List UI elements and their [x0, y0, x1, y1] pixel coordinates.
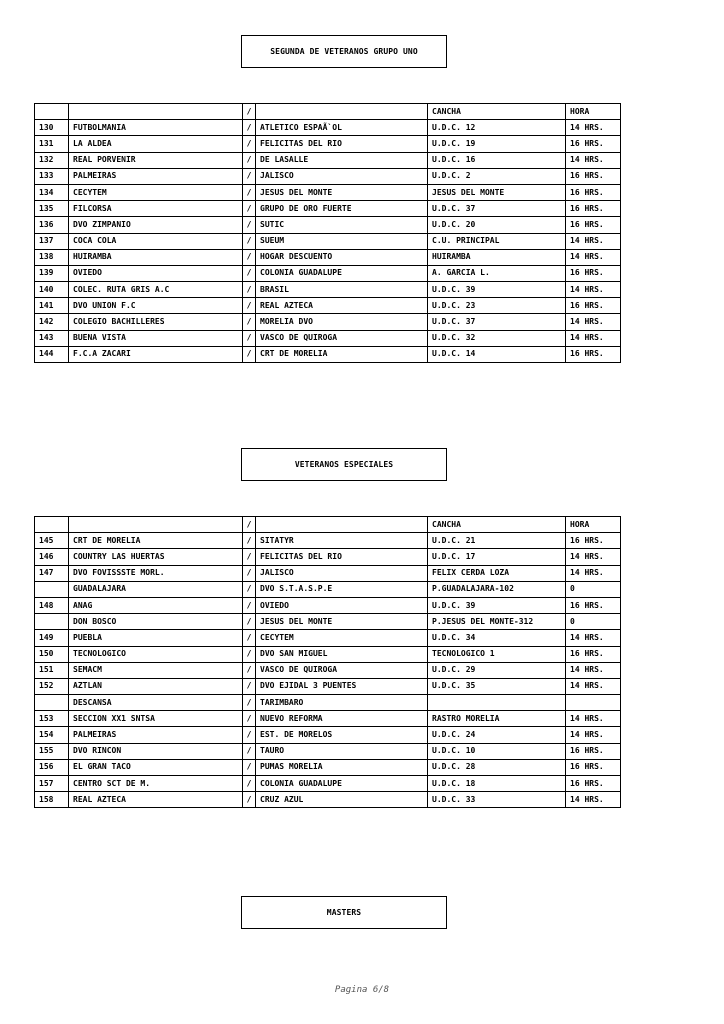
section-title: SEGUNDA DE VETERANOS GRUPO UNO: [270, 47, 418, 56]
table-row: [35, 776, 621, 792]
match-number-cell: 137: [35, 233, 69, 249]
table-row: [35, 711, 621, 727]
time-cell: 16 HRS.: [566, 201, 621, 217]
table-row: [35, 630, 621, 646]
home-team-cell: DON BOSCO: [69, 614, 243, 630]
field-cell: TECNOLOGICO 1: [428, 646, 566, 662]
time-cell: 14 HRS.: [566, 711, 621, 727]
field-cell: CANCHA: [428, 517, 566, 533]
time-cell: 14 HRS.: [566, 727, 621, 743]
table-row: [35, 792, 621, 808]
table-row: [35, 646, 621, 662]
away-team-cell: PUMAS MORELIA: [256, 759, 428, 775]
table-row: [35, 614, 621, 630]
away-team-cell: DVO SAN MIGUEL: [256, 646, 428, 662]
field-cell: FELIX CERDA LOZA: [428, 565, 566, 581]
table-row: [35, 346, 621, 362]
vs-separator-cell: /: [243, 662, 256, 678]
time-cell: 14 HRS.: [566, 662, 621, 678]
home-team-cell: FILCORSA: [69, 201, 243, 217]
home-team-cell: PALMEIRAS: [69, 168, 243, 184]
vs-separator-cell: /: [243, 792, 256, 808]
field-cell: U.D.C. 29: [428, 662, 566, 678]
home-team-cell: [69, 517, 243, 533]
time-cell: 14 HRS.: [566, 282, 621, 298]
home-team-cell: F.C.A ZACARI: [69, 346, 243, 362]
match-number-cell: 151: [35, 662, 69, 678]
home-team-cell: CENTRO SCT DE M.: [69, 776, 243, 792]
field-cell: P.GUADALAJARA-102: [428, 581, 566, 597]
table-row: [35, 233, 621, 249]
away-team-cell: DVO EJIDAL 3 PUENTES: [256, 678, 428, 694]
table-header-row: [35, 104, 621, 120]
home-team-cell: PUEBLA: [69, 630, 243, 646]
table-row: [35, 759, 621, 775]
time-cell: 16 HRS.: [566, 184, 621, 200]
home-team-cell: HUIRAMBA: [69, 249, 243, 265]
match-number-cell: 145: [35, 533, 69, 549]
away-team-cell: SUTIC: [256, 217, 428, 233]
vs-separator-cell: /: [243, 314, 256, 330]
table-row: [35, 549, 621, 565]
away-team-cell: CRUZ AZUL: [256, 792, 428, 808]
home-team-cell: REAL PORVENIR: [69, 152, 243, 168]
home-team-cell: SEMACM: [69, 662, 243, 678]
table-row: [35, 282, 621, 298]
match-number-cell: 155: [35, 743, 69, 759]
match-number-cell: 149: [35, 630, 69, 646]
home-team-cell: DVO FOVISSSTE MORL.: [69, 565, 243, 581]
vs-separator-cell: /: [243, 597, 256, 613]
vs-separator-cell: /: [243, 727, 256, 743]
home-team-cell: SECCION XX1 SNTSA: [69, 711, 243, 727]
vs-separator-cell: /: [243, 517, 256, 533]
match-number-cell: 133: [35, 168, 69, 184]
field-cell: JESUS DEL MONTE: [428, 184, 566, 200]
table-row: [35, 120, 621, 136]
time-cell: 16 HRS.: [566, 759, 621, 775]
match-number-cell: 138: [35, 249, 69, 265]
vs-separator-cell: /: [243, 265, 256, 281]
home-team-cell: DESCANSA: [69, 695, 243, 711]
time-cell: 14 HRS.: [566, 565, 621, 581]
field-cell: C.U. PRINCIPAL: [428, 233, 566, 249]
table-row: [35, 298, 621, 314]
match-number-cell: 134: [35, 184, 69, 200]
match-number-cell: 139: [35, 265, 69, 281]
away-team-cell: COLONIA GUADALUPE: [256, 265, 428, 281]
field-cell: U.D.C. 37: [428, 314, 566, 330]
vs-separator-cell: /: [243, 533, 256, 549]
match-number-cell: 156: [35, 759, 69, 775]
time-cell: 16 HRS.: [566, 597, 621, 613]
field-cell: HUIRAMBA: [428, 249, 566, 265]
home-team-cell: COCA COLA: [69, 233, 243, 249]
field-cell: U.D.C. 35: [428, 678, 566, 694]
match-number-cell: 141: [35, 298, 69, 314]
vs-separator-cell: /: [243, 711, 256, 727]
table-row: [35, 249, 621, 265]
match-number-cell: 157: [35, 776, 69, 792]
field-cell: U.D.C. 2: [428, 168, 566, 184]
time-cell: 14 HRS.: [566, 120, 621, 136]
table-row: [35, 727, 621, 743]
fixtures-table: [34, 103, 621, 363]
table-row: [35, 217, 621, 233]
away-team-cell: NUEVO REFORMA: [256, 711, 428, 727]
time-cell: 14 HRS.: [566, 630, 621, 646]
vs-separator-cell: /: [243, 168, 256, 184]
field-cell: U.D.C. 20: [428, 217, 566, 233]
vs-separator-cell: /: [243, 346, 256, 362]
section-title-box: [241, 448, 447, 481]
vs-separator-cell: /: [243, 646, 256, 662]
field-cell: U.D.C. 12: [428, 120, 566, 136]
away-team-cell: DE LASALLE: [256, 152, 428, 168]
away-team-cell: VASCO DE QUIROGA: [256, 662, 428, 678]
time-cell: 16 HRS.: [566, 533, 621, 549]
vs-separator-cell: /: [243, 233, 256, 249]
field-cell: U.D.C. 24: [428, 727, 566, 743]
vs-separator-cell: /: [243, 743, 256, 759]
away-team-cell: CRT DE MORELIA: [256, 346, 428, 362]
match-number-cell: [35, 104, 69, 120]
vs-separator-cell: /: [243, 776, 256, 792]
time-cell: 16 HRS.: [566, 298, 621, 314]
field-cell: U.D.C. 34: [428, 630, 566, 646]
vs-separator-cell: /: [243, 330, 256, 346]
match-number-cell: 146: [35, 549, 69, 565]
away-team-cell: ATLETICO ESPAÃ`OL: [256, 120, 428, 136]
field-cell: U.D.C. 33: [428, 792, 566, 808]
vs-separator-cell: /: [243, 549, 256, 565]
match-number-cell: 153: [35, 711, 69, 727]
time-cell: 16 HRS.: [566, 136, 621, 152]
vs-separator-cell: /: [243, 298, 256, 314]
section-title: VETERANOS ESPECIALES: [294, 460, 394, 469]
home-team-cell: CRT DE MORELIA: [69, 533, 243, 549]
vs-separator-cell: /: [243, 120, 256, 136]
home-team-cell: DVO UNION F.C: [69, 298, 243, 314]
match-number-cell: 144: [35, 346, 69, 362]
time-cell: 14 HRS.: [566, 330, 621, 346]
home-team-cell: COLEGIO BACHILLERES: [69, 314, 243, 330]
section-title: MASTERS: [326, 908, 362, 917]
field-cell: CANCHA: [428, 104, 566, 120]
field-cell: [428, 695, 566, 711]
table-row: [35, 136, 621, 152]
table-row: [35, 581, 621, 597]
match-number-cell: 143: [35, 330, 69, 346]
home-team-cell: FUTBOLMANIA: [69, 120, 243, 136]
away-team-cell: SITATYR: [256, 533, 428, 549]
table-row: [35, 265, 621, 281]
vs-separator-cell: /: [243, 136, 256, 152]
vs-separator-cell: /: [243, 104, 256, 120]
table-row: [35, 201, 621, 217]
vs-separator-cell: /: [243, 201, 256, 217]
field-cell: A. GARCIA L.: [428, 265, 566, 281]
table-row: [35, 678, 621, 694]
home-team-cell: OVIEDO: [69, 265, 243, 281]
match-number-cell: 140: [35, 282, 69, 298]
time-cell: 14 HRS.: [566, 233, 621, 249]
home-team-cell: BUENA VISTA: [69, 330, 243, 346]
home-team-cell: COLEC. RUTA GRIS A.C: [69, 282, 243, 298]
away-team-cell: TAURO: [256, 743, 428, 759]
table-row: [35, 314, 621, 330]
field-cell: U.D.C. 19: [428, 136, 566, 152]
away-team-cell: MORELIA DVO: [256, 314, 428, 330]
away-team-cell: BRASIL: [256, 282, 428, 298]
field-cell: U.D.C. 16: [428, 152, 566, 168]
home-team-cell: LA ALDEA: [69, 136, 243, 152]
match-number-cell: 135: [35, 201, 69, 217]
home-team-cell: DVO RINCON: [69, 743, 243, 759]
away-team-cell: GRUPO DE ORO FUERTE: [256, 201, 428, 217]
home-team-cell: GUADALAJARA: [69, 581, 243, 597]
away-team-cell: FELICITAS DEL RIO: [256, 136, 428, 152]
fixtures-table: [34, 516, 621, 808]
field-cell: U.D.C. 17: [428, 549, 566, 565]
match-number-cell: 158: [35, 792, 69, 808]
time-cell: 16 HRS.: [566, 646, 621, 662]
match-number-cell: 154: [35, 727, 69, 743]
field-cell: U.D.C. 18: [428, 776, 566, 792]
table-header-row: [35, 517, 621, 533]
away-team-cell: DVO S.T.A.S.P.E: [256, 581, 428, 597]
away-team-cell: SUEUM: [256, 233, 428, 249]
vs-separator-cell: /: [243, 565, 256, 581]
table-row: [35, 168, 621, 184]
match-number-cell: 148: [35, 597, 69, 613]
match-number-cell: 132: [35, 152, 69, 168]
match-number-cell: 152: [35, 678, 69, 694]
vs-separator-cell: /: [243, 217, 256, 233]
time-cell: 16 HRS.: [566, 743, 621, 759]
table-row: [35, 743, 621, 759]
home-team-cell: TECNOLOGICO: [69, 646, 243, 662]
away-team-cell: COLONIA GUADALUPE: [256, 776, 428, 792]
field-cell: U.D.C. 37: [428, 201, 566, 217]
vs-separator-cell: /: [243, 678, 256, 694]
time-cell: 16 HRS.: [566, 346, 621, 362]
table-row: [35, 330, 621, 346]
field-cell: U.D.C. 32: [428, 330, 566, 346]
home-team-cell: COUNTRY LAS HUERTAS: [69, 549, 243, 565]
away-team-cell: REAL AZTECA: [256, 298, 428, 314]
time-cell: HORA: [566, 104, 621, 120]
away-team-cell: [256, 104, 428, 120]
away-team-cell: FELICITAS DEL RIO: [256, 549, 428, 565]
match-number-cell: 136: [35, 217, 69, 233]
home-team-cell: PALMEIRAS: [69, 727, 243, 743]
field-cell: P.JESUS DEL MONTE-312: [428, 614, 566, 630]
table-row: [35, 662, 621, 678]
home-team-cell: EL GRAN TACO: [69, 759, 243, 775]
match-number-cell: 147: [35, 565, 69, 581]
match-number-cell: [35, 517, 69, 533]
vs-separator-cell: /: [243, 581, 256, 597]
time-cell: HORA: [566, 517, 621, 533]
time-cell: 14 HRS.: [566, 314, 621, 330]
home-team-cell: ANAG: [69, 597, 243, 613]
away-team-cell: OVIEDO: [256, 597, 428, 613]
match-number-cell: [35, 695, 69, 711]
time-cell: 16 HRS.: [566, 776, 621, 792]
field-cell: U.D.C. 39: [428, 282, 566, 298]
match-number-cell: [35, 614, 69, 630]
table-row: [35, 695, 621, 711]
away-team-cell: JALISCO: [256, 168, 428, 184]
table-row: [35, 565, 621, 581]
away-team-cell: JALISCO: [256, 565, 428, 581]
page-number: Pagina 6/8: [334, 985, 390, 995]
section-title-box: [241, 896, 447, 929]
match-number-cell: 150: [35, 646, 69, 662]
vs-separator-cell: /: [243, 184, 256, 200]
away-team-cell: [256, 517, 428, 533]
table-row: [35, 184, 621, 200]
away-team-cell: EST. DE MORELOS: [256, 727, 428, 743]
time-cell: 16 HRS.: [566, 265, 621, 281]
home-team-cell: [69, 104, 243, 120]
away-team-cell: JESUS DEL MONTE: [256, 184, 428, 200]
field-cell: U.D.C. 23: [428, 298, 566, 314]
time-cell: 14 HRS.: [566, 249, 621, 265]
time-cell: 14 HRS.: [566, 792, 621, 808]
vs-separator-cell: /: [243, 614, 256, 630]
away-team-cell: VASCO DE QUIROGA: [256, 330, 428, 346]
table-row: [35, 152, 621, 168]
away-team-cell: TARIMBARO: [256, 695, 428, 711]
vs-separator-cell: /: [243, 249, 256, 265]
field-cell: U.D.C. 21: [428, 533, 566, 549]
time-cell: 0: [566, 581, 621, 597]
field-cell: U.D.C. 39: [428, 597, 566, 613]
time-cell: 0: [566, 614, 621, 630]
home-team-cell: REAL AZTECA: [69, 792, 243, 808]
table-row: [35, 597, 621, 613]
home-team-cell: DVO ZIMPANIO: [69, 217, 243, 233]
match-number-cell: [35, 581, 69, 597]
field-cell: U.D.C. 10: [428, 743, 566, 759]
vs-separator-cell: /: [243, 152, 256, 168]
away-team-cell: HOGAR DESCUENTO: [256, 249, 428, 265]
time-cell: 14 HRS.: [566, 678, 621, 694]
away-team-cell: CECYTEM: [256, 630, 428, 646]
home-team-cell: CECYTEM: [69, 184, 243, 200]
match-number-cell: 131: [35, 136, 69, 152]
match-number-cell: 142: [35, 314, 69, 330]
field-cell: RASTRO MORELIA: [428, 711, 566, 727]
time-cell: 16 HRS.: [566, 217, 621, 233]
table-row: [35, 533, 621, 549]
match-number-cell: 130: [35, 120, 69, 136]
time-cell: 14 HRS.: [566, 549, 621, 565]
away-team-cell: JESUS DEL MONTE: [256, 614, 428, 630]
vs-separator-cell: /: [243, 759, 256, 775]
vs-separator-cell: /: [243, 630, 256, 646]
time-cell: 14 HRS.: [566, 152, 621, 168]
section-title-box: [241, 35, 447, 68]
field-cell: U.D.C. 28: [428, 759, 566, 775]
vs-separator-cell: /: [243, 282, 256, 298]
vs-separator-cell: /: [243, 695, 256, 711]
time-cell: [566, 695, 621, 711]
field-cell: U.D.C. 14: [428, 346, 566, 362]
time-cell: 16 HRS.: [566, 168, 621, 184]
home-team-cell: AZTLAN: [69, 678, 243, 694]
